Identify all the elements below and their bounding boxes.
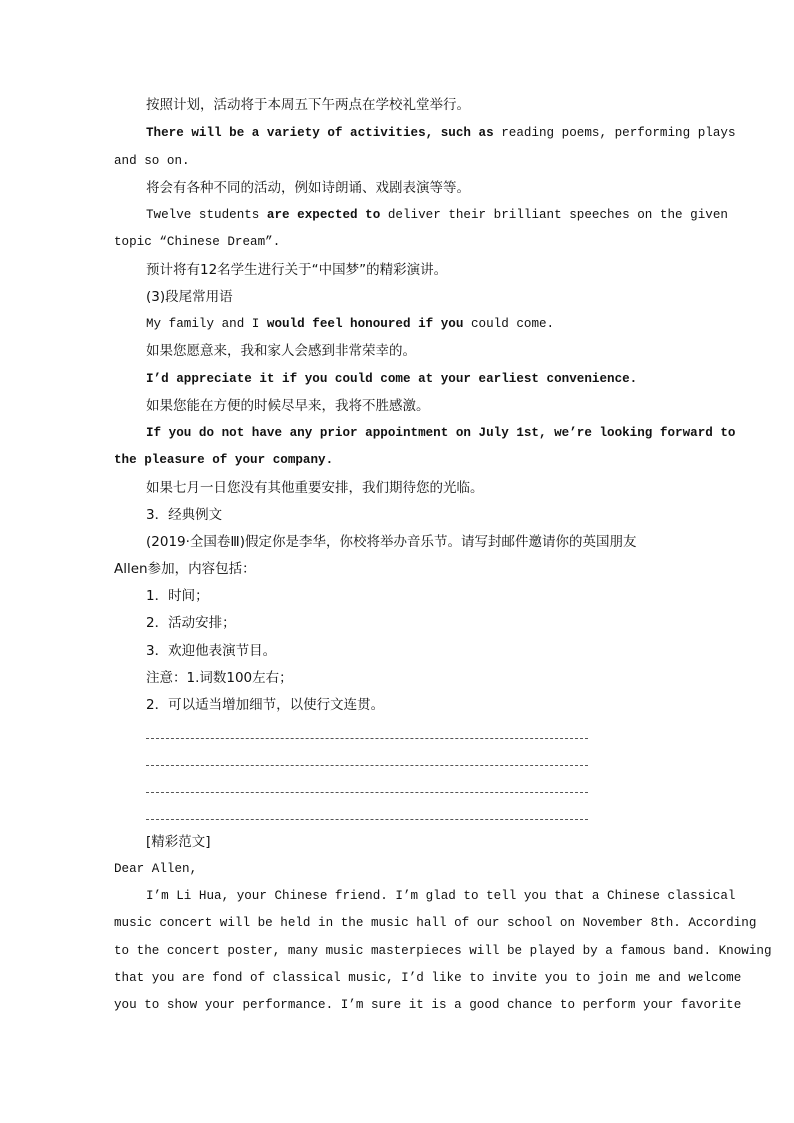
task-description-line1: (2019·全国卷Ⅲ)假定你是李华，你校将举办音乐节。请写封邮件邀请你的英国朋友 <box>146 534 637 550</box>
letter-body-line: music concert will be held in the music hall of our school on November 8th. According <box>114 916 757 930</box>
twelve-phrase: are expected to <box>266 208 381 222</box>
letter-body-line: to the concert poster, many music masterpieces will be played by a famous band. Knowing <box>114 944 772 958</box>
pleasure-chinese: 如果七月一日您没有其他重要安排，我们期待您的光临。 <box>146 480 484 496</box>
letter-body-line: you to show your performance. I’m sure it is a good chance to perform your favorite <box>114 998 742 1012</box>
task-note-2: 2．可以适当增加细节，以使行文连贯。 <box>146 697 385 713</box>
sample-answer-heading: [精彩范文] <box>146 834 211 850</box>
variety-sentence <box>146 125 736 141</box>
variety-rest: reading poems, performing plays <box>493 126 736 140</box>
twelve-continuation: topic “Chinese Dream”. <box>114 235 281 249</box>
appreciate-chinese: 如果您能在方便的时候尽早来，我将不胜感激。 <box>146 398 430 414</box>
task-point-3: 3．欢迎他表演节目。 <box>146 643 277 659</box>
honoured-chinese: 如果您愿意来，我和家人会感到非常荣幸的。 <box>146 343 416 359</box>
answer-line <box>146 738 588 739</box>
variety-phrase: There will be a variety of activities, such as <box>146 126 494 140</box>
task-point-2: 2．活动安排； <box>146 615 236 631</box>
answer-line <box>146 819 588 820</box>
plan-chinese: 按照计划，活动将于本周五下午两点在学校礼堂举行。 <box>146 97 470 113</box>
twelve-chinese: 预计将有12名学生进行关于“中国梦”的精彩演讲。 <box>146 262 448 278</box>
model-essay-heading: 3．经典例文 <box>146 507 223 523</box>
twelve-sentence <box>146 207 728 223</box>
answer-line <box>146 792 588 793</box>
twelve-pre: Twelve students <box>146 208 267 222</box>
task-description-line2: Allen参加，内容包括： <box>114 561 256 577</box>
answer-line <box>146 765 588 766</box>
letter-salutation: Dear Allen, <box>114 862 198 876</box>
letter-body-line: I’m Li Hua, your Chinese friend. I’m glad to tell you that a Chinese classical <box>146 889 736 903</box>
twelve-rest: deliver their brilliant speeches on the given <box>380 208 728 222</box>
variety-continuation: and so on. <box>114 154 190 168</box>
pleasure-continuation: the pleasure of your company. <box>114 453 334 467</box>
task-note-1: 注意：1.词数100左右； <box>146 670 293 686</box>
honoured-phrase: would feel honoured if you <box>266 317 464 331</box>
honoured-sentence <box>146 316 554 332</box>
task-point-1: 1．时间； <box>146 588 209 604</box>
pleasure-sentence: If you do not have any prior appointment on July 1st, we’re looking forward to <box>146 426 736 440</box>
honoured-rest: could come. <box>463 317 555 331</box>
letter-body-line: that you are fond of classical music, I’d like to invite you to join me and welcome <box>114 971 742 985</box>
appreciate-sentence: I’d appreciate it if you could come at your earliest convenience. <box>146 372 638 386</box>
ending-heading: (3)段尾常用语 <box>146 289 233 305</box>
variety-chinese: 将会有各种不同的活动，例如诗朗诵、戏剧表演等等。 <box>146 180 470 196</box>
honoured-pre: My family and I <box>146 317 267 331</box>
